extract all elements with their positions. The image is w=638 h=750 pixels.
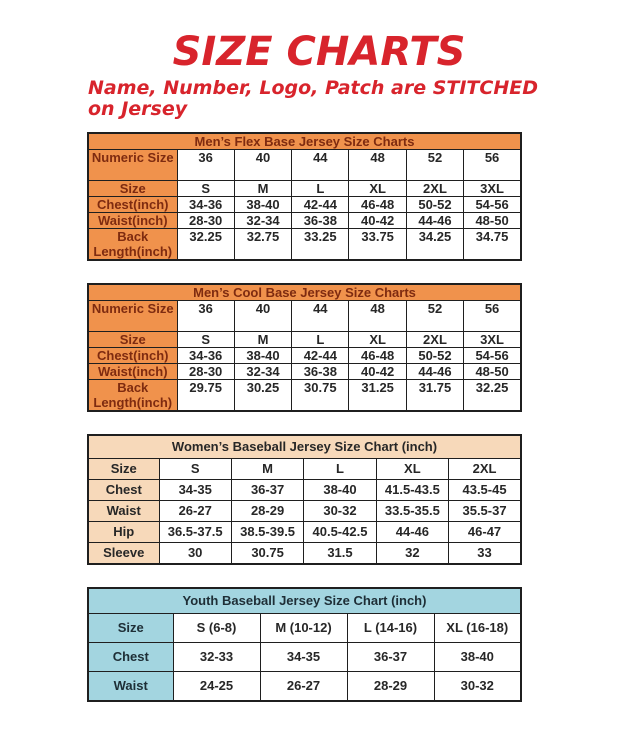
size-cell: 32-34 bbox=[234, 213, 291, 229]
size-cell: L bbox=[292, 181, 349, 197]
size-cell: 29.75 bbox=[177, 380, 234, 412]
size-cell: 3XL bbox=[464, 332, 521, 348]
size-cell: 48 bbox=[349, 150, 406, 181]
size-cell: 34.75 bbox=[464, 229, 521, 261]
size-cell: 30 bbox=[159, 543, 231, 565]
size-cell: 2XL bbox=[406, 181, 463, 197]
size-cell: 26-27 bbox=[260, 672, 347, 702]
size-cell: 3XL bbox=[464, 181, 521, 197]
size-cell: 32.75 bbox=[234, 229, 291, 261]
size-cell: 40 bbox=[234, 150, 291, 181]
table-title-row bbox=[88, 284, 521, 301]
size-cell: 30.25 bbox=[234, 380, 291, 412]
table-row bbox=[88, 380, 521, 412]
size-cell: XL bbox=[349, 181, 406, 197]
size-cell: S bbox=[159, 459, 231, 480]
table-row bbox=[88, 480, 521, 501]
table-row bbox=[88, 543, 521, 565]
size-cell: 38-40 bbox=[434, 643, 521, 672]
table-title: Women’s Baseball Jersey Size Chart (inch) bbox=[88, 435, 521, 459]
row-label: Waist(inch) bbox=[88, 364, 177, 380]
table-row bbox=[88, 181, 521, 197]
size-cell: L bbox=[292, 332, 349, 348]
size-cell: 36 bbox=[177, 150, 234, 181]
size-cell: XL bbox=[349, 332, 406, 348]
size-cell: 30.75 bbox=[292, 380, 349, 412]
table-title-row bbox=[88, 588, 521, 614]
size-cell: 44-46 bbox=[376, 522, 448, 543]
size-cell: 34-36 bbox=[177, 348, 234, 364]
size-cell: 28-30 bbox=[177, 364, 234, 380]
size-cell: M bbox=[234, 332, 291, 348]
row-label: Waist bbox=[88, 501, 159, 522]
size-cell: 2XL bbox=[406, 332, 463, 348]
size-cell: 26-27 bbox=[159, 501, 231, 522]
size-cell: XL bbox=[376, 459, 448, 480]
size-cell: 44 bbox=[292, 301, 349, 332]
table-title-row bbox=[88, 435, 521, 459]
size-cell: M bbox=[234, 181, 291, 197]
table-title: Men’s Cool Base Jersey Size Charts bbox=[88, 284, 521, 301]
size-cell: 32.25 bbox=[177, 229, 234, 261]
size-table-mens-flex-base bbox=[87, 132, 522, 261]
size-cell: 44 bbox=[292, 150, 349, 181]
subtitle-line-2: on Jersey bbox=[88, 98, 188, 120]
size-cell: 52 bbox=[406, 150, 463, 181]
size-cell: 30-32 bbox=[434, 672, 521, 702]
table-row bbox=[88, 614, 521, 643]
row-label: Size bbox=[88, 459, 159, 480]
table-row bbox=[88, 348, 521, 364]
size-table-womens-baseball bbox=[87, 434, 522, 565]
size-cell: 28-29 bbox=[347, 672, 434, 702]
size-cell: 24-25 bbox=[173, 672, 260, 702]
size-cell: 40-42 bbox=[349, 364, 406, 380]
size-cell: L (14-16) bbox=[347, 614, 434, 643]
row-label: Numeric Size bbox=[88, 301, 177, 332]
size-cell: 44-46 bbox=[406, 213, 463, 229]
size-cell: 32.25 bbox=[464, 380, 521, 412]
size-cell: XL (16-18) bbox=[434, 614, 521, 643]
row-label: Back Length(inch) bbox=[88, 380, 177, 412]
size-cell: 46-47 bbox=[449, 522, 521, 543]
row-label: Chest(inch) bbox=[88, 348, 177, 364]
row-label: Waist bbox=[88, 672, 173, 702]
table-row bbox=[88, 229, 521, 261]
size-cell: 46-48 bbox=[349, 348, 406, 364]
table-title: Youth Baseball Jersey Size Chart (inch) bbox=[88, 588, 521, 614]
size-cell: 28-30 bbox=[177, 213, 234, 229]
size-cell: 36-37 bbox=[347, 643, 434, 672]
size-cell: M (10-12) bbox=[260, 614, 347, 643]
subtitle-line-1: Name, Number, Logo, Patch are STITCHED bbox=[88, 77, 538, 99]
size-cell: 38-40 bbox=[234, 197, 291, 213]
row-label: Sleeve bbox=[88, 543, 159, 565]
size-cell: 40 bbox=[234, 301, 291, 332]
size-cell: S bbox=[177, 332, 234, 348]
size-cell: 48-50 bbox=[464, 213, 521, 229]
table-row bbox=[88, 213, 521, 229]
table-row bbox=[88, 197, 521, 213]
size-cell: 2XL bbox=[449, 459, 521, 480]
row-label: Size bbox=[88, 614, 173, 643]
size-cell: 50-52 bbox=[406, 348, 463, 364]
size-cell: 36-37 bbox=[231, 480, 303, 501]
table-row bbox=[88, 364, 521, 380]
table-row bbox=[88, 332, 521, 348]
size-cell: 42-44 bbox=[292, 197, 349, 213]
row-label: Waist(inch) bbox=[88, 213, 177, 229]
table-row bbox=[88, 522, 521, 543]
row-label: Hip bbox=[88, 522, 159, 543]
size-cell: 48-50 bbox=[464, 364, 521, 380]
row-label: Chest bbox=[88, 480, 159, 501]
row-label: Numeric Size bbox=[88, 150, 177, 181]
size-cell: S bbox=[177, 181, 234, 197]
size-cell: 36.5-37.5 bbox=[159, 522, 231, 543]
size-cell: 30-32 bbox=[304, 501, 376, 522]
size-cell: 54-56 bbox=[464, 197, 521, 213]
size-cell: 31.75 bbox=[406, 380, 463, 412]
size-cell: 42-44 bbox=[292, 348, 349, 364]
size-cell: 46-48 bbox=[349, 197, 406, 213]
size-cell: 33.5-35.5 bbox=[376, 501, 448, 522]
size-table-youth-baseball bbox=[87, 587, 522, 702]
size-cell: 43.5-45 bbox=[449, 480, 521, 501]
size-cell: 40-42 bbox=[349, 213, 406, 229]
size-cell: 54-56 bbox=[464, 348, 521, 364]
size-cell: 36-38 bbox=[292, 364, 349, 380]
size-cell: 32 bbox=[376, 543, 448, 565]
size-cell: 35.5-37 bbox=[449, 501, 521, 522]
table-row bbox=[88, 150, 521, 181]
size-tables-container bbox=[87, 132, 522, 702]
size-cell: 34-36 bbox=[177, 197, 234, 213]
table-row bbox=[88, 459, 521, 480]
size-cell: 30.75 bbox=[231, 543, 303, 565]
size-cell: M bbox=[231, 459, 303, 480]
size-cell: 56 bbox=[464, 150, 521, 181]
size-cell: 38.5-39.5 bbox=[231, 522, 303, 543]
size-cell: 56 bbox=[464, 301, 521, 332]
size-cell: 52 bbox=[406, 301, 463, 332]
size-cell: 33 bbox=[449, 543, 521, 565]
size-cell: 31.25 bbox=[349, 380, 406, 412]
table-title-row bbox=[88, 133, 521, 150]
size-cell: 34-35 bbox=[159, 480, 231, 501]
size-cell: 36 bbox=[177, 301, 234, 332]
size-cell: 48 bbox=[349, 301, 406, 332]
row-label: Chest bbox=[88, 643, 173, 672]
size-cell: 34-35 bbox=[260, 643, 347, 672]
size-cell: 38-40 bbox=[304, 480, 376, 501]
row-label: Back Length(inch) bbox=[88, 229, 177, 261]
table-row bbox=[88, 643, 521, 672]
size-cell: 33.75 bbox=[349, 229, 406, 261]
table-row bbox=[88, 301, 521, 332]
size-cell: 28-29 bbox=[231, 501, 303, 522]
page-title: SIZE CHARTS bbox=[172, 29, 466, 75]
size-cell: 36-38 bbox=[292, 213, 349, 229]
size-cell: 31.5 bbox=[304, 543, 376, 565]
size-cell: 32-33 bbox=[173, 643, 260, 672]
size-cell: 41.5-43.5 bbox=[376, 480, 448, 501]
table-row bbox=[88, 501, 521, 522]
size-cell: 34.25 bbox=[406, 229, 463, 261]
page-subtitle bbox=[88, 78, 538, 120]
size-cell: L bbox=[304, 459, 376, 480]
row-label: Chest(inch) bbox=[88, 197, 177, 213]
size-cell: 38-40 bbox=[234, 348, 291, 364]
table-title: Men’s Flex Base Jersey Size Charts bbox=[88, 133, 521, 150]
row-label: Size bbox=[88, 332, 177, 348]
size-cell: 33.25 bbox=[292, 229, 349, 261]
table-row bbox=[88, 672, 521, 702]
row-label: Size bbox=[88, 181, 177, 197]
size-cell: 32-34 bbox=[234, 364, 291, 380]
size-cell: 50-52 bbox=[406, 197, 463, 213]
size-cell: 44-46 bbox=[406, 364, 463, 380]
size-cell: S (6-8) bbox=[173, 614, 260, 643]
size-table-mens-cool-base bbox=[87, 283, 522, 412]
size-cell: 40.5-42.5 bbox=[304, 522, 376, 543]
